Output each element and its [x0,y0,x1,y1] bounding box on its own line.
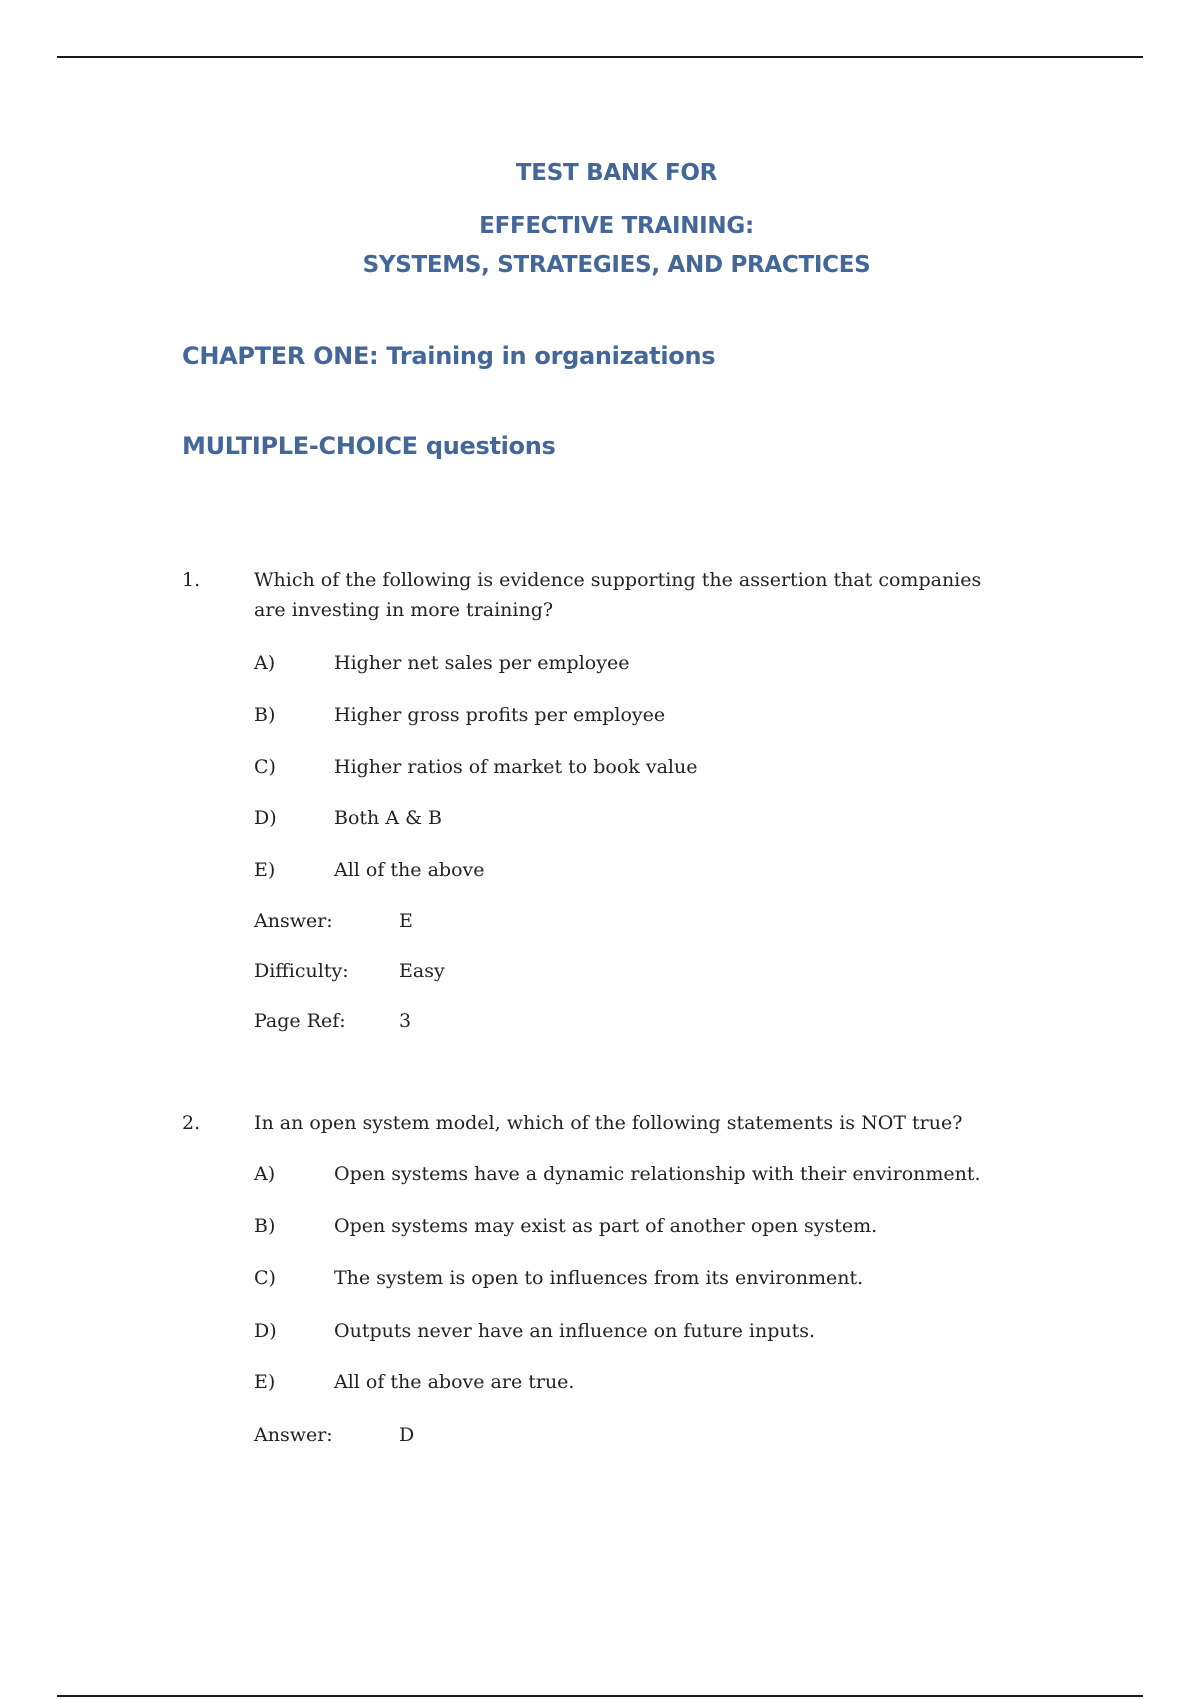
title-line-1: TEST BANK FOR [515,160,718,186]
bottom-rule [57,1695,1143,1697]
option-letter: D) [254,1320,277,1342]
option-text: Outputs never have an influence on future inputs. [334,1320,816,1342]
option-letter: B) [254,704,276,726]
option-letter: B) [254,1215,276,1237]
page-ref-value: 3 [399,1010,412,1032]
chapter-heading: CHAPTER ONE: Training in organizations [182,342,716,370]
option-letter: C) [254,1267,276,1289]
top-rule [57,56,1143,58]
option-text: All of the above [334,859,485,881]
option-text: Open systems have a dynamic relationship with their environment. [334,1163,981,1185]
page-ref-label: Page Ref: [254,1010,346,1032]
question-number: 1. [182,569,201,591]
answer-value: E [399,910,413,932]
option-text: Both A & B [334,807,442,829]
question-number: 2. [182,1112,201,1134]
option-letter: E) [254,859,276,881]
option-text: The system is open to influences from its environment. [334,1267,864,1289]
option-letter: D) [254,807,277,829]
option-letter: A) [254,652,276,674]
option-text: Higher net sales per employee [334,652,630,674]
difficulty-value: Easy [399,960,445,982]
option-letter: E) [254,1371,276,1393]
answer-label: Answer: [254,1424,333,1446]
title-line-3: SYSTEMS, STRATEGIES, AND PRACTICES [362,252,871,278]
title-line-2: EFFECTIVE TRAINING: [479,213,754,239]
option-letter: C) [254,756,276,778]
option-text: Higher ratios of market to book value [334,756,698,778]
difficulty-label: Difficulty: [254,960,349,982]
answer-value: D [399,1424,415,1446]
option-letter: A) [254,1163,276,1185]
option-text: Higher gross profits per employee [334,704,666,726]
question-text: In an open system model, which of the following statements is NOT true? [254,1112,963,1134]
section-heading: MULTIPLE-CHOICE questions [182,432,556,460]
option-text: All of the above are true. [334,1371,575,1393]
question-text: Which of the following is evidence supporting the assertion that companies are investing in more training? [254,569,982,621]
answer-label: Answer: [254,910,333,932]
option-text: Open systems may exist as part of another open system. [334,1215,878,1237]
